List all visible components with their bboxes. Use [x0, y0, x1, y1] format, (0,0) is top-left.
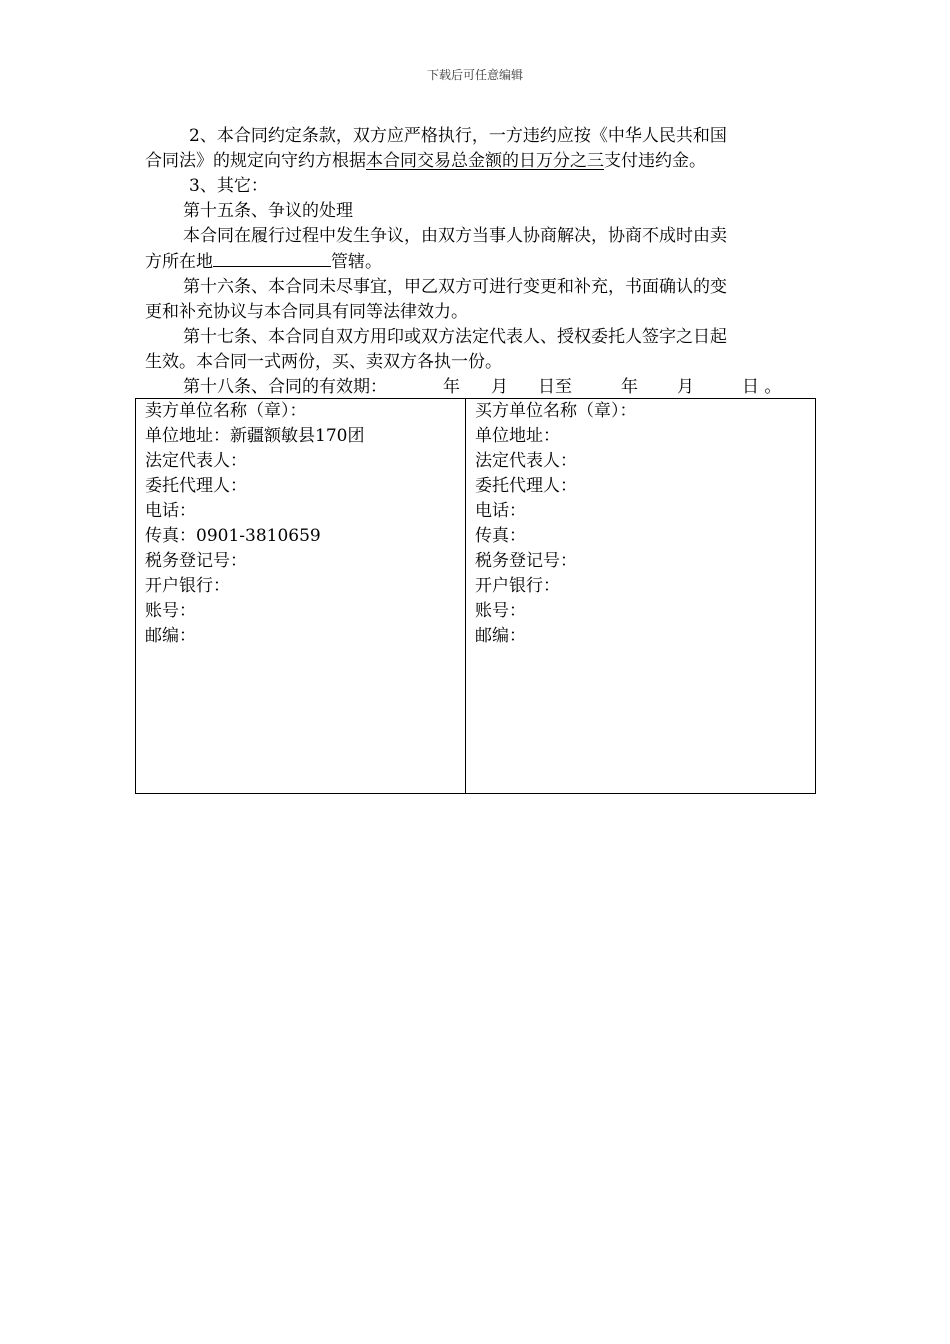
- buyer-postcode: 邮编：: [475, 626, 526, 646]
- seller-name: 卖方单位名称（章）：: [145, 401, 307, 421]
- seller-agent: 委托代理人：: [145, 476, 247, 496]
- clause-penalty-line1: 2、本合同约定条款，双方应严格执行，一方违约应按《中华人民共和国: [189, 126, 727, 146]
- contract-body: [145, 124, 810, 400]
- jurisdiction-text-b: 管辖。: [331, 252, 382, 272]
- signature-table: [135, 398, 816, 794]
- buyer-agent: 委托代理人：: [475, 476, 577, 496]
- validity-day-start: 日至: [538, 377, 572, 397]
- buyer-legal-rep: 法定代表人：: [475, 451, 577, 471]
- seller-address: 单位地址：新疆额敏县170团: [145, 426, 365, 446]
- buyer-address: 单位地址：: [475, 426, 560, 446]
- seller-fax: 传真：0901-3810659: [145, 526, 321, 546]
- article-18: [145, 375, 810, 400]
- article-17-line1: 第十七条、本合同自双方用印或双方法定代表人、授权委托人签字之日起: [183, 327, 727, 347]
- buyer-phone: 电话：: [475, 501, 526, 521]
- clause-penalty-text-a: 合同法》的规定向守约方根据: [145, 151, 366, 171]
- article-16-line2: 更和补充协议与本合同具有同等法律效力。: [145, 302, 468, 322]
- buyer-name: 买方单位名称（章）：: [475, 401, 637, 421]
- article-16-line1: 第十六条、本合同未尽事宜，甲乙双方可进行变更和补充，书面确认的变: [183, 277, 727, 297]
- seller-tax-no: 税务登记号：: [145, 551, 247, 571]
- seller-cell: [136, 399, 466, 794]
- jurisdiction-text-a: 方所在地: [145, 252, 213, 272]
- article-15-line2: [145, 249, 810, 275]
- article-15-title: 第十五条、争议的处理: [183, 201, 353, 221]
- buyer-bank: 开户银行：: [475, 576, 560, 596]
- validity-year-end: 年: [621, 377, 638, 397]
- validity-year-start: 年: [443, 377, 460, 397]
- validity-month-end: 月: [677, 377, 694, 397]
- jurisdiction-blank: [213, 249, 331, 267]
- seller-bank: 开户银行：: [145, 576, 230, 596]
- clause-penalty-line2: [145, 149, 810, 174]
- article-15-line1: 本合同在履行过程中发生争议，由双方当事人协商解决，协商不成时由卖: [183, 226, 727, 246]
- buyer-fax: 传真：: [475, 526, 526, 546]
- validity-label: 第十八条、合同的有效期：: [183, 377, 387, 397]
- article-17-line2: 生效。本合同一式两份，买、卖双方各执一份。: [145, 352, 502, 372]
- page-header: 下载后可任意编辑: [426, 68, 523, 82]
- validity-month-start: 月: [491, 377, 508, 397]
- clause-other: 3、其它：: [189, 176, 268, 196]
- buyer-account: 账号：: [475, 601, 526, 621]
- penalty-rate-underlined: 本合同交易总金额的日万分之三: [366, 151, 604, 171]
- seller-phone: 电话：: [145, 501, 196, 521]
- clause-penalty-text-b: 支付违约金。: [604, 151, 706, 171]
- buyer-cell: [466, 399, 816, 794]
- seller-legal-rep: 法定代表人：: [145, 451, 247, 471]
- buyer-tax-no: 税务登记号：: [475, 551, 577, 571]
- validity-day-end: 日 。: [742, 377, 782, 397]
- seller-account: 账号：: [145, 601, 196, 621]
- seller-postcode: 邮编：: [145, 626, 196, 646]
